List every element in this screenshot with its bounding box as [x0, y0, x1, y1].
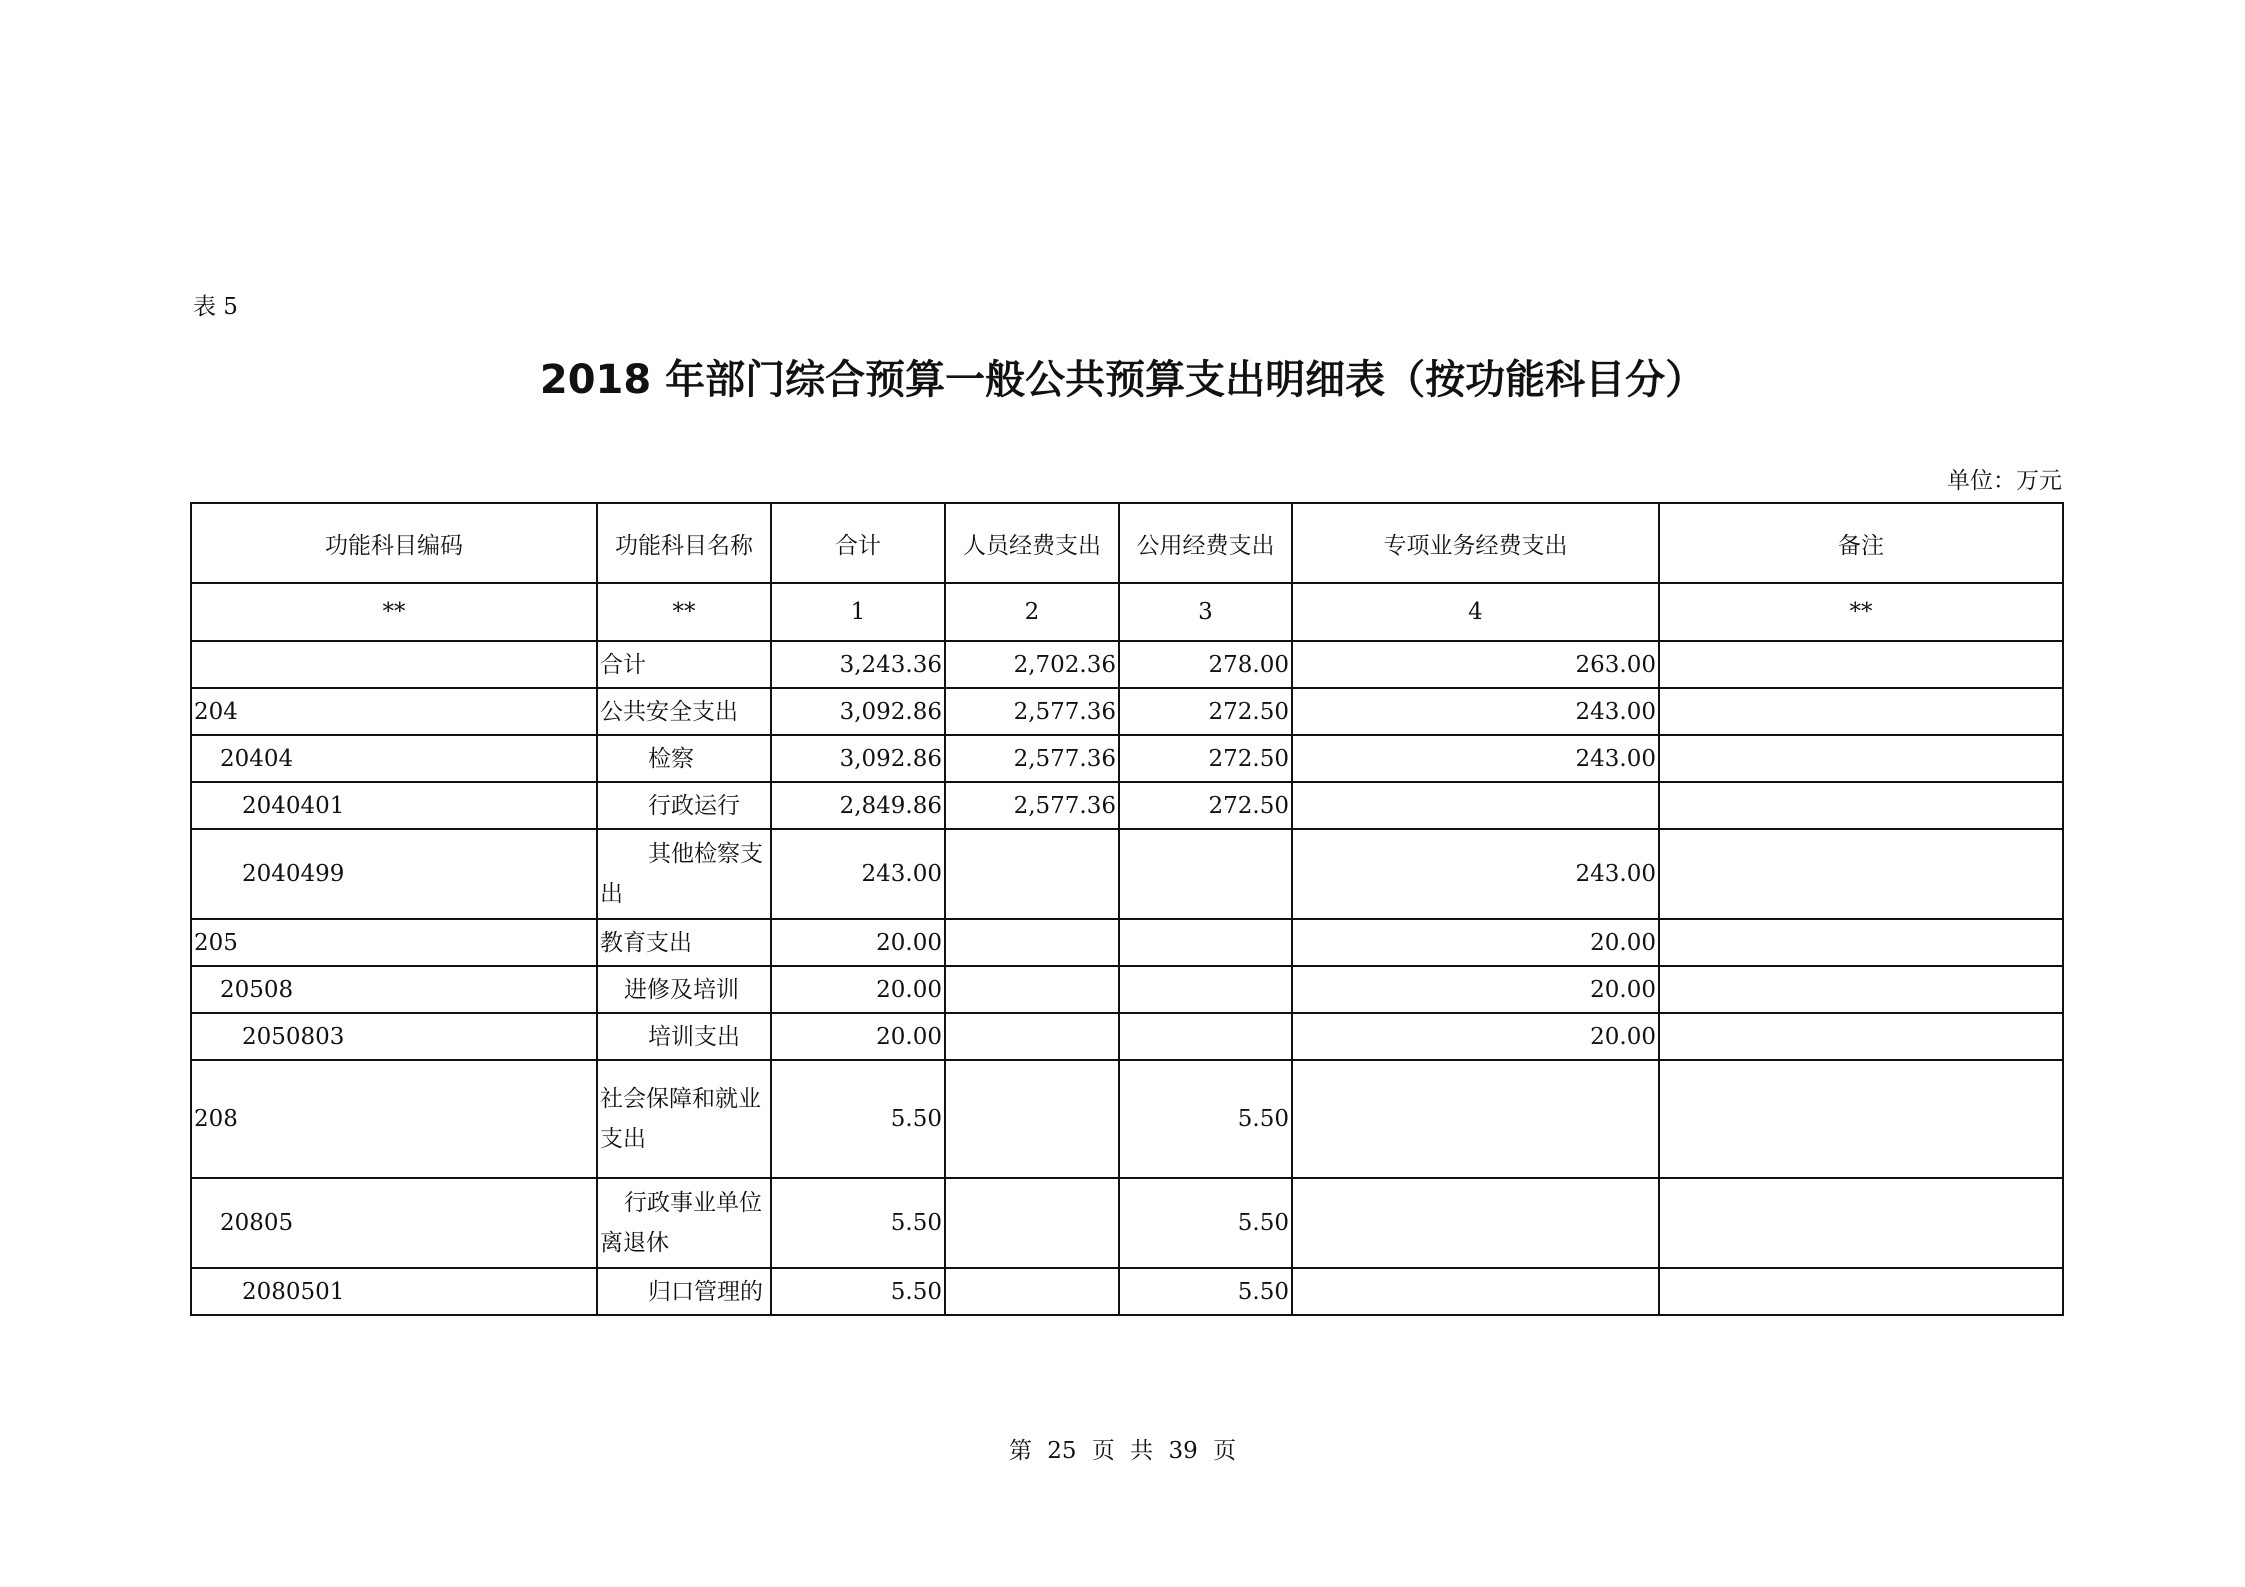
public-cell: 272.50: [1119, 735, 1292, 782]
personnel-cell: 2,577.36: [945, 782, 1119, 829]
note-cell: [1659, 829, 2063, 919]
name-cell: 社会保障和就业支出: [597, 1060, 771, 1178]
table-row: [191, 1013, 2063, 1060]
index-cell: **: [191, 583, 597, 641]
header-row: [191, 503, 2063, 583]
unit-label: 单位：万元: [1947, 468, 2062, 494]
index-row: [191, 583, 2063, 641]
personnel-cell: 2,702.36: [945, 641, 1119, 688]
code-cell: 208: [191, 1060, 597, 1178]
special-cell: 243.00: [1292, 735, 1659, 782]
note-cell: [1659, 1060, 2063, 1178]
header-cell: 备注: [1659, 503, 2063, 583]
personnel-cell: [945, 1013, 1119, 1060]
special-cell: 20.00: [1292, 919, 1659, 966]
total-cell: 3,092.86: [771, 735, 945, 782]
public-cell: [1119, 919, 1292, 966]
public-cell: 5.50: [1119, 1178, 1292, 1268]
note-cell: [1659, 735, 2063, 782]
table-row: [191, 966, 2063, 1013]
footer-suffix: 页: [1213, 1438, 1237, 1464]
name-cell: 合计: [597, 641, 771, 688]
table-row: [191, 829, 2063, 919]
total-cell: 3,243.36: [771, 641, 945, 688]
special-cell: 263.00: [1292, 641, 1659, 688]
index-cell: **: [1659, 583, 2063, 641]
header-cell: 专项业务经费支出: [1292, 503, 1659, 583]
personnel-cell: [945, 1268, 1119, 1315]
code-cell: 2050803: [191, 1013, 597, 1060]
code-cell: 20508: [191, 966, 597, 1013]
note-cell: [1659, 1013, 2063, 1060]
special-cell: 20.00: [1292, 966, 1659, 1013]
footer-page-word: 页: [1091, 1438, 1115, 1464]
special-cell: [1292, 1060, 1659, 1178]
personnel-cell: 2,577.36: [945, 735, 1119, 782]
public-cell: 5.50: [1119, 1060, 1292, 1178]
personnel-cell: 2,577.36: [945, 688, 1119, 735]
public-cell: 272.50: [1119, 688, 1292, 735]
public-cell: [1119, 1013, 1292, 1060]
name-cell: 教育支出: [597, 919, 771, 966]
index-cell: 3: [1119, 583, 1292, 641]
code-cell: 2040499: [191, 829, 597, 919]
note-cell: [1659, 1268, 2063, 1315]
note-cell: [1659, 966, 2063, 1013]
note-cell: [1659, 688, 2063, 735]
personnel-cell: [945, 1060, 1119, 1178]
table-row: [191, 1060, 2063, 1178]
total-cell: 243.00: [771, 829, 945, 919]
code-cell: 20805: [191, 1178, 597, 1268]
code-cell: 204: [191, 688, 597, 735]
total-cell: 20.00: [771, 919, 945, 966]
note-cell: [1659, 641, 2063, 688]
code-cell: 2040401: [191, 782, 597, 829]
total-cell: 5.50: [771, 1178, 945, 1268]
header-cell: 合计: [771, 503, 945, 583]
special-cell: [1292, 782, 1659, 829]
name-cell: 进修及培训: [597, 966, 771, 1013]
footer-prefix: 第: [1008, 1438, 1032, 1464]
note-cell: [1659, 919, 2063, 966]
code-cell: [191, 641, 597, 688]
name-cell: 培训支出: [597, 1013, 771, 1060]
name-cell: 归口管理的: [597, 1268, 771, 1315]
table-label: 表 5: [193, 294, 238, 320]
budget-table: [190, 502, 2064, 1316]
name-cell: 行政运行: [597, 782, 771, 829]
header-cell: 人员经费支出: [945, 503, 1119, 583]
footer-total-word: 共: [1130, 1438, 1154, 1464]
header-cell: 功能科目编码: [191, 503, 597, 583]
index-cell: 2: [945, 583, 1119, 641]
total-cell: 5.50: [771, 1060, 945, 1178]
page-total: 39: [1168, 1438, 1198, 1464]
special-cell: [1292, 1268, 1659, 1315]
table-row: [191, 735, 2063, 782]
note-cell: [1659, 1178, 2063, 1268]
personnel-cell: [945, 919, 1119, 966]
index-cell: 4: [1292, 583, 1659, 641]
total-cell: 3,092.86: [771, 688, 945, 735]
table-row: [191, 1178, 2063, 1268]
table-row: [191, 782, 2063, 829]
total-cell: 2,849.86: [771, 782, 945, 829]
public-cell: [1119, 829, 1292, 919]
public-cell: [1119, 966, 1292, 1013]
personnel-cell: [945, 966, 1119, 1013]
name-cell: 公共安全支出: [597, 688, 771, 735]
public-cell: 5.50: [1119, 1268, 1292, 1315]
name-cell: 其他检察支出: [597, 829, 771, 919]
special-cell: [1292, 1178, 1659, 1268]
page-footer: [0, 1432, 2245, 1465]
personnel-cell: [945, 1178, 1119, 1268]
code-cell: 205: [191, 919, 597, 966]
code-cell: 20404: [191, 735, 597, 782]
personnel-cell: [945, 829, 1119, 919]
name-cell: 行政事业单位离退休: [597, 1178, 771, 1268]
special-cell: 243.00: [1292, 829, 1659, 919]
table-row: [191, 919, 2063, 966]
special-cell: 20.00: [1292, 1013, 1659, 1060]
name-cell: 检察: [597, 735, 771, 782]
table-row: [191, 1268, 2063, 1315]
total-cell: 20.00: [771, 966, 945, 1013]
public-cell: 272.50: [1119, 782, 1292, 829]
header-cell: 功能科目名称: [597, 503, 771, 583]
index-cell: 1: [771, 583, 945, 641]
table-row: [191, 641, 2063, 688]
special-cell: 243.00: [1292, 688, 1659, 735]
document-title: 2018 年部门综合预算一般公共预算支出明细表（按功能科目分）: [539, 357, 1706, 403]
page-number: 25: [1047, 1438, 1077, 1464]
table-row: [191, 688, 2063, 735]
code-cell: 2080501: [191, 1268, 597, 1315]
total-cell: 20.00: [771, 1013, 945, 1060]
total-cell: 5.50: [771, 1268, 945, 1315]
public-cell: 278.00: [1119, 641, 1292, 688]
note-cell: [1659, 782, 2063, 829]
index-cell: **: [597, 583, 771, 641]
header-cell: 公用经费支出: [1119, 503, 1292, 583]
